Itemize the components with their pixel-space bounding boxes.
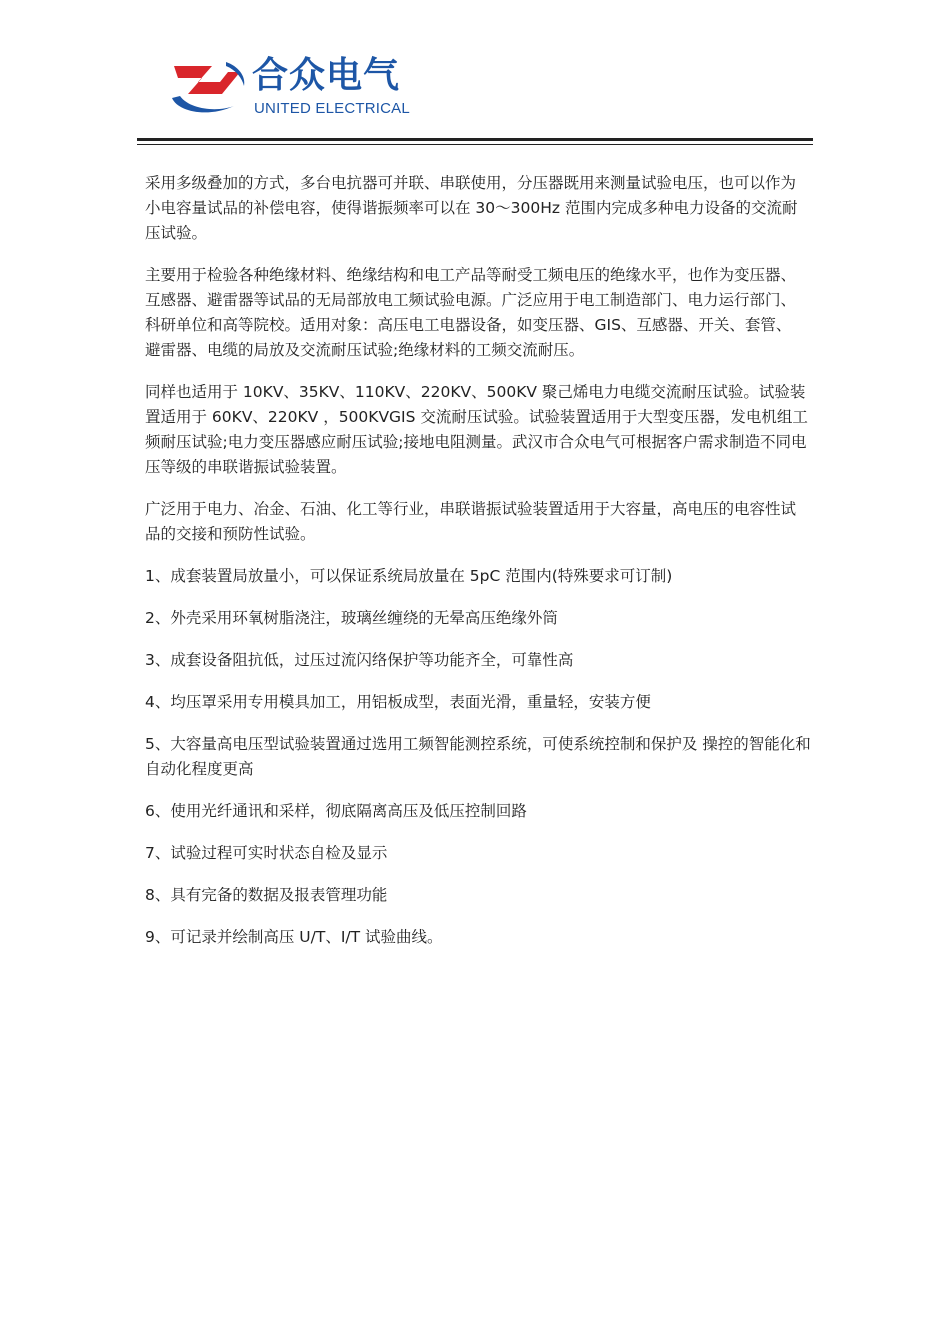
- feature-item-4: 4、均压罩采用专用模具加工，用铝板成型，表面光滑，重量轻，安装方便: [145, 693, 651, 711]
- logo-english-text: UNITED ELECTRICAL: [254, 100, 410, 117]
- company-logo: [168, 50, 428, 125]
- header-divider-thin: [137, 144, 813, 145]
- intro-paragraph-2: 主要用于检验各种绝缘材料、绝缘结构和电工产品等耐受工频电压的绝缘水平，也作为变压器、互感器、避雷器等试品的无局部放电工频试验电源。广泛应用于电工制造部门、电力运行部门、科研单位和高等院校。适用对象：高压电工电器设备，如变压器、GIS、互感器、开关、套管、 避雷器、电缆的局放及交流耐压试验;绝缘材料的工频交流耐压。: [145, 266, 797, 359]
- intro-paragraph-4: 广泛用于电力、冶金、石油、化工等行业，串联谐振试验装置适用于大容量，高电压的电容性试品的交接和预防性试验。: [145, 500, 797, 543]
- logo-chinese-text: 合众电气: [252, 55, 401, 96]
- feature-item-3: 3、成套设备阻抗低，过压过流闪络保护等功能齐全，可靠性高: [145, 651, 574, 669]
- feature-item-7: 7、试验过程可实时状态自检及显示: [145, 844, 388, 862]
- feature-item-9: 9、可记录并绘制高压 U/T、I/T 试验曲线。: [145, 928, 443, 946]
- logo-mark-icon: [168, 56, 250, 118]
- header-divider-thick: [137, 138, 813, 141]
- feature-item-1: 1、成套装置局放量小，可以保证系统局放量在 5pC 范围内(特殊要求可订制): [145, 567, 673, 585]
- intro-paragraph-1: 采用多级叠加的方式，多台电抗器可并联、串联使用，分压器既用来测量试验电压，也可以作为小电容量试品的补偿电容，使得谐振频率可以在 30～300Hz 范围内完成多种电力设备的交流耐压试验。: [145, 174, 798, 242]
- intro-paragraph-3: 同样也适用于 10KV、35KV、110KV、220KV、500KV 聚己烯电力电缆交流耐压试验。试验装置适用于 60KV、220KV ，500KVGIS 交流耐压试验。试验装置适用于大型变压器，发电机组工频耐压试验;电力变压器感应耐压试验;接地电阻测量。武汉市合众电气可根据客户需求制造不同电压等级的串联谐振试验装置。: [145, 383, 808, 476]
- document-body: [145, 171, 811, 967]
- feature-item-6: 6、使用光纤通讯和采样，彻底隔离高压及低压控制回路: [145, 802, 527, 820]
- feature-item-5: 5、大容量高电压型试验装置通过选用工频智能测控系统，可使系统控制和保护及 操控的智能化和自动化程度更高: [145, 735, 811, 778]
- feature-item-2: 2、外壳采用环氧树脂浇注，玻璃丝缠绕的无晕高压绝缘外筒: [145, 609, 558, 627]
- page-header: [0, 0, 950, 150]
- feature-list: [145, 564, 811, 950]
- feature-item-8: 8、具有完备的数据及报表管理功能: [145, 886, 388, 904]
